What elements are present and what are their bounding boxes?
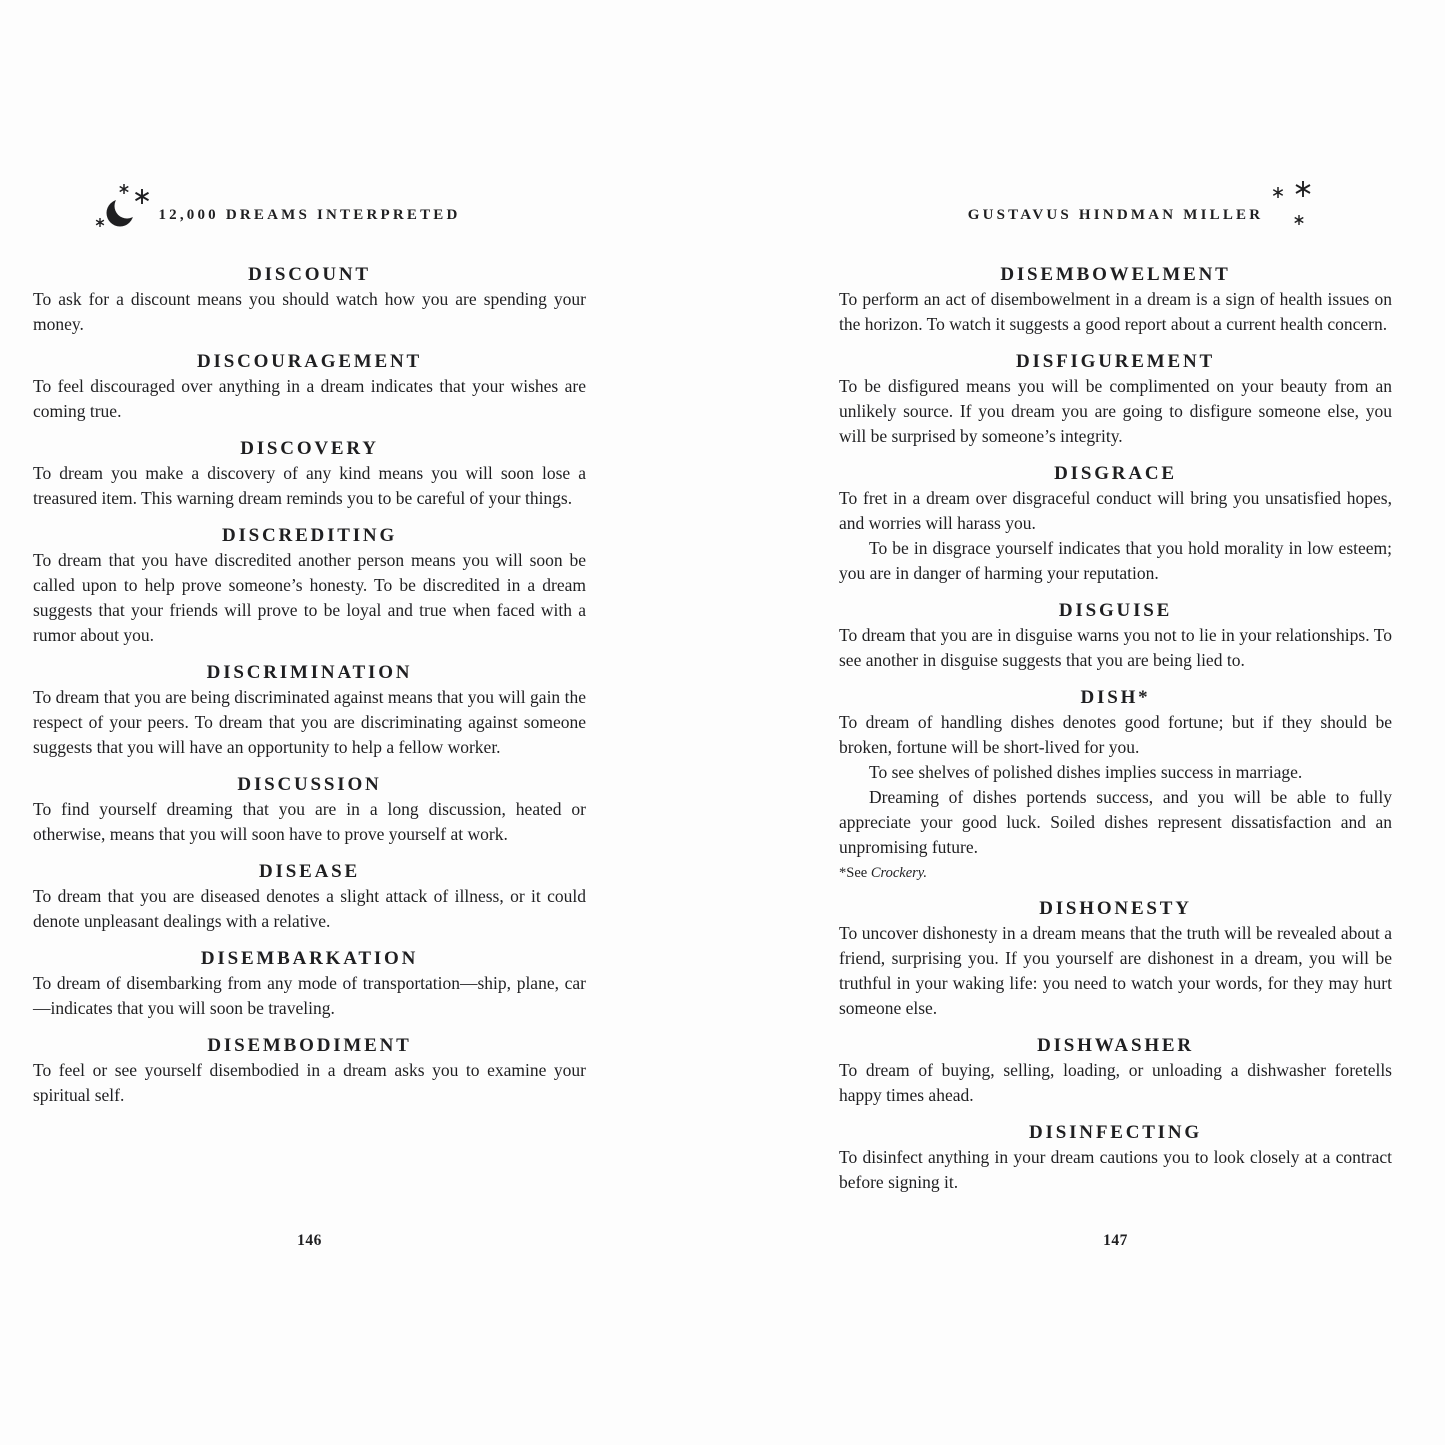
- dream-entry: [33, 660, 586, 760]
- running-head-left: [33, 188, 586, 238]
- dream-entry: [33, 1033, 586, 1108]
- entry-title: DISCOURAGEMENT: [197, 351, 422, 372]
- entry-paragraph: To be in disgrace yourself indicates that you hold morality in low esteem; you are in danger of harming your reputation.: [839, 538, 1392, 583]
- page-right: [839, 188, 1392, 1308]
- entry-paragraph: To be disfigured means you will be complimented on your beauty from an unlikely source. If you dream you are going to disfigure someone else, you will be surprised by someone’s integrity.: [839, 376, 1392, 446]
- three-stars-icon: [1264, 180, 1320, 235]
- dream-entry: [839, 896, 1392, 1021]
- entry-title: DISCREDITING: [221, 525, 398, 546]
- dream-entry: [33, 523, 586, 648]
- entry-paragraph: To see shelves of polished dishes implies success in marriage.: [869, 762, 1303, 782]
- dream-entry: [839, 461, 1392, 586]
- entry-title: DISGRACE: [1054, 463, 1177, 484]
- entry-paragraph: To dream that you are in disguise warns you not to lie in your relationships. To see another in disguise suggests that you are being lied to.: [839, 625, 1392, 670]
- entry-title: DISCUSSION: [237, 774, 382, 795]
- page-number: 147: [1103, 1232, 1128, 1249]
- dream-entry: [33, 436, 586, 511]
- entry-paragraph: To uncover dishonesty in a dream means that the truth will be revealed about a friend, surprising you. If you yourself are dishonest in a dream, you will be truthful in your waking life: you need to watch your words, for they may hurt someone else.: [839, 923, 1392, 1018]
- entry-paragraph: To dream of handling dishes denotes good fortune; but if they should be broken, fortune will be short-lived for you.: [839, 712, 1392, 757]
- entry-paragraph: To dream that you are being discriminated against means that you will gain the respect of your peers. To dream that you are discriminating against someone suggests that you will have an opportunity to help a fellow worker.: [33, 687, 586, 757]
- entry-title: DISEMBARKATION: [200, 948, 419, 969]
- entry-paragraph: To find yourself dreaming that you are in a long discussion, heated or otherwise, means that you will soon have to prove yourself at work.: [33, 799, 586, 844]
- entry-title: DISHWASHER: [1037, 1035, 1194, 1056]
- dream-entry: [839, 685, 1392, 884]
- dream-entry: [839, 349, 1392, 449]
- entry-title: DISCOUNT: [248, 264, 371, 285]
- dream-entry: [839, 262, 1392, 337]
- running-head-title: 12,000 DREAMS INTERPRETED: [158, 207, 461, 223]
- dream-entry: [33, 772, 586, 847]
- entry-paragraph: To feel or see yourself disembodied in a dream asks you to examine your spiritual self.: [33, 1060, 586, 1105]
- entry-title: DISINFECTING: [1029, 1122, 1202, 1143]
- entry-paragraph: Dreaming of dishes portends success, and you will be able to fully appreciate your good luck. Soiled dishes represent dissatisfaction and an unpromising future.: [839, 787, 1392, 857]
- entry-paragraph: To dream you make a discovery of any kind means you will soon lose a treasured item. This warning dream reminds you to be careful of your things.: [33, 463, 586, 508]
- entry-paragraph: To dream that you are diseased denotes a slight attack of illness, or it could denote unpleasant dealings with a relative.: [33, 886, 586, 931]
- entry-paragraph: To dream that you have discredited another person means you will soon be called upon to help prove someone’s honesty. To be discredited in a dream suggests that your friends will prove to be loyal and true when faced with a rumor about you.: [33, 550, 586, 645]
- dream-entry: [33, 349, 586, 424]
- dream-entry: [839, 1120, 1392, 1195]
- dream-entry: [839, 1033, 1392, 1108]
- entries-column: [839, 262, 1392, 1195]
- entry-paragraph: To ask for a discount means you should watch how you are spending your money.: [33, 289, 586, 334]
- dream-entry: [33, 859, 586, 934]
- running-head-title: GUSTAVUS HINDMAN MILLER: [967, 207, 1264, 223]
- running-head-right: [839, 188, 1392, 238]
- entry-title: DISEASE: [259, 861, 360, 882]
- page-left: [33, 188, 586, 1308]
- entry-title: DISH*: [1080, 687, 1151, 708]
- entry-title: DISGUISE: [1058, 600, 1173, 621]
- entry-title: DISHONESTY: [1039, 898, 1192, 919]
- entries-column: [33, 262, 586, 1108]
- entry-paragraph: To fret in a dream over disgraceful conduct will bring you unsatisfied hopes, and worries will harass you.: [839, 488, 1392, 533]
- entry-title: DISEMBODIMENT: [207, 1035, 412, 1056]
- entry-paragraph: To perform an act of disembowelment in a dream is a sign of health issues on the horizon. To watch it suggests a good report about a current health concern.: [839, 289, 1392, 334]
- entry-title: DISCRIMINATION: [206, 662, 413, 683]
- moon-and-stars-icon: [92, 182, 154, 239]
- dream-entry: [839, 598, 1392, 673]
- entry-paragraph: To dream of buying, selling, loading, or unloading a dishwasher foretells happy times ahead.: [839, 1060, 1392, 1105]
- entry-paragraph: To dream of disembarking from any mode of transportation—ship, plane, car—indicates that you will soon be traveling.: [33, 973, 586, 1018]
- entry-footnote: *See Crockery.: [839, 865, 928, 881]
- page-number: 146: [297, 1232, 322, 1249]
- entry-title: DISFIGUREMENT: [1016, 351, 1215, 372]
- dream-entry: [33, 262, 586, 337]
- entry-paragraph: To disinfect anything in your dream cautions you to look closely at a contract before signing it.: [839, 1147, 1392, 1192]
- dream-entry: [33, 946, 586, 1021]
- entry-title: DISEMBOWELMENT: [1000, 264, 1231, 285]
- entry-paragraph: To feel discouraged over anything in a dream indicates that your wishes are coming true.: [33, 376, 586, 421]
- entry-title: DISCOVERY: [240, 438, 379, 459]
